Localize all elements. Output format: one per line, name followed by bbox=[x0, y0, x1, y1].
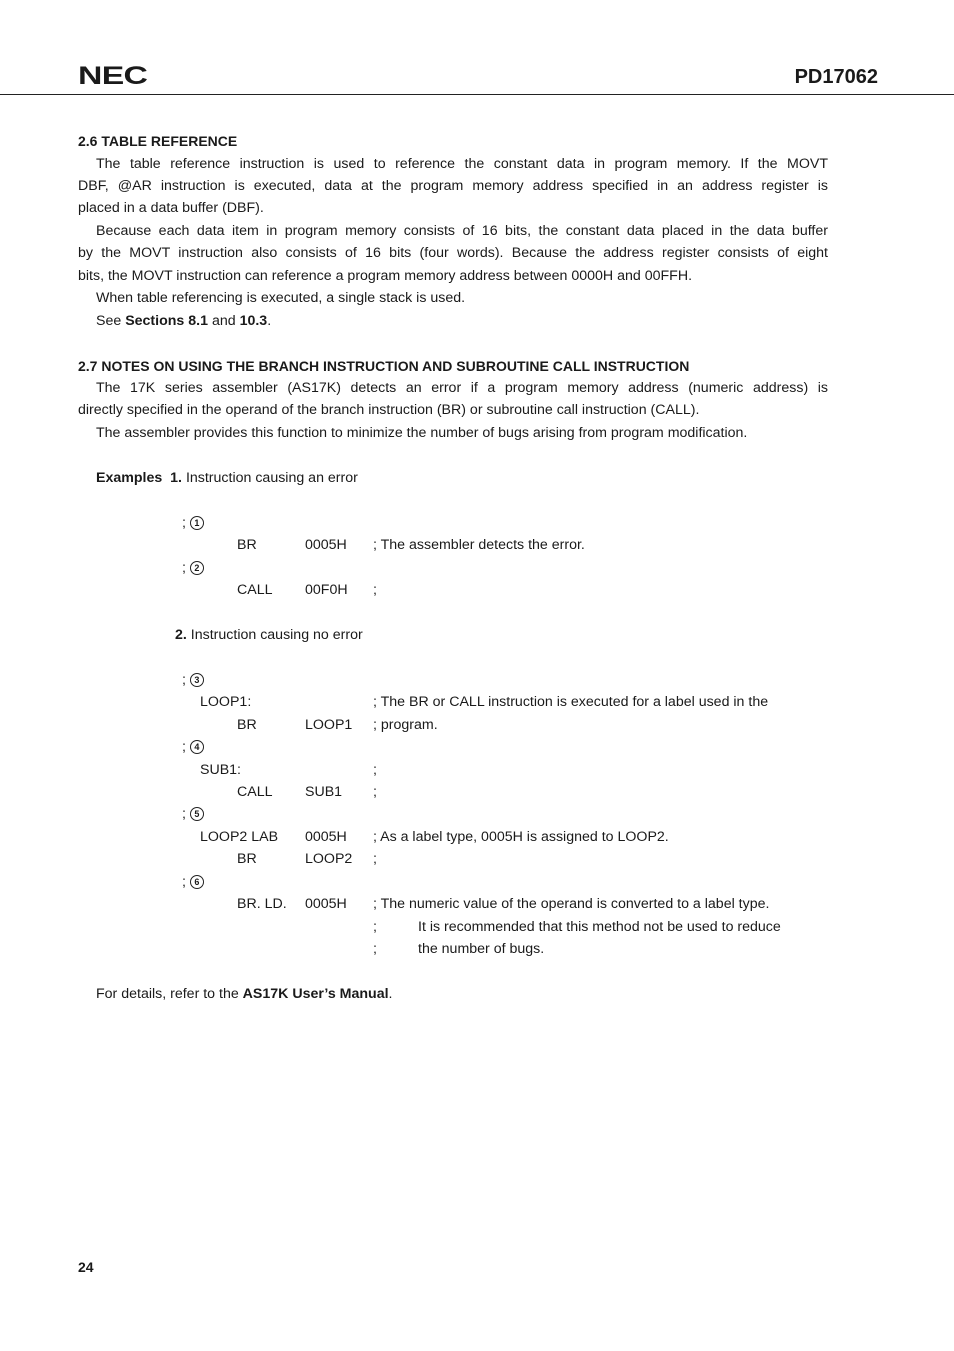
code-marker-4: ; 4 bbox=[182, 739, 204, 755]
code-call-sub1-operand: SUB1 bbox=[305, 784, 343, 800]
code-marker-2: ; 2 bbox=[182, 560, 204, 576]
s26-p1-line2: DBF, @AR instruction is executed, data at the program memory address specified in an address register is bbox=[78, 178, 828, 194]
code-brld-operand: 0005H bbox=[305, 896, 347, 912]
s27-p1-line2: directly specified in the operand of the branch instruction (BR) or subroutine call instruction (CALL). bbox=[78, 402, 700, 418]
code-br-loop1-mnemonic: BR bbox=[237, 717, 257, 733]
code-label-loop1: LOOP1: bbox=[200, 694, 252, 710]
example-1-text: Instruction causing an error bbox=[185, 470, 358, 486]
circled-number-3: 3 bbox=[190, 673, 204, 687]
details-suffix: . bbox=[388, 986, 393, 1002]
examples-heading bbox=[96, 470, 358, 486]
s26-p2-line3: bits, the MOVT instruction can reference a program memory address between 0000H and 00FFH. bbox=[78, 268, 693, 284]
s26-p2-line2: by the MOVT instruction also consists of 16 bits (four words). Because the address register consists of eight bbox=[78, 245, 828, 261]
circled-number-5: 5 bbox=[190, 807, 204, 821]
code-br-loop1-operand: LOOP1 bbox=[305, 717, 353, 733]
code-comment-brld: ; The numeric value of the operand is converted to a label type. bbox=[373, 896, 770, 912]
code-call-operand: 00F0H bbox=[305, 582, 348, 598]
s27-p2: The assembler provides this function to minimize the number of bugs arising from program modification. bbox=[96, 425, 748, 441]
code-marker-6: ; 6 bbox=[182, 874, 204, 890]
code-br-mnemonic: BR bbox=[237, 537, 257, 553]
circled-number-2: 2 bbox=[190, 561, 204, 575]
code-comment-program: ; program. bbox=[373, 717, 438, 733]
code-br-operand: 0005H bbox=[305, 537, 347, 553]
see-suffix: . bbox=[267, 313, 272, 329]
code-marker-3: ; 3 bbox=[182, 672, 204, 688]
circled-number-6: 6 bbox=[190, 875, 204, 889]
nec-logo: NEC bbox=[78, 62, 148, 90]
code-comment-recommend-semi: ; bbox=[373, 919, 377, 935]
code-br-loop2-operand: LOOP2 bbox=[305, 851, 353, 867]
code-br-comment: ; The assembler detects the error. bbox=[373, 537, 585, 553]
code-comment-sub1: ; bbox=[373, 762, 377, 778]
code-comment-recommend: It is recommended that this method not be used to reduce bbox=[418, 919, 781, 935]
part-number: PD17062 bbox=[794, 66, 878, 88]
example-2-number: 2. bbox=[175, 627, 187, 643]
code-comment-loop2: ; As a label type, 0005H is assigned to LOOP2. bbox=[373, 829, 669, 845]
s26-see-line bbox=[96, 313, 271, 329]
header-rule bbox=[0, 94, 954, 95]
section-2-6-title: 2.6 TABLE REFERENCE bbox=[78, 133, 238, 149]
circled-number-1: 1 bbox=[190, 516, 204, 530]
s26-p3: When table referencing is executed, a single stack is used. bbox=[96, 290, 466, 306]
code-call-mnemonic: CALL bbox=[237, 582, 273, 598]
code-comment-br-loop2: ; bbox=[373, 851, 377, 867]
see-ref-sections-8-1: Sections 8.1 bbox=[125, 313, 208, 329]
code-marker-5: ; 5 bbox=[182, 806, 204, 822]
code-label-sub1: SUB1: bbox=[200, 762, 242, 778]
s26-p1-line1: The table reference instruction is used to reference the constant data in program memory. If the MOVT bbox=[96, 156, 828, 172]
circled-number-4: 4 bbox=[190, 740, 204, 754]
details-prefix: For details, refer to the bbox=[96, 986, 243, 1002]
section-2-7-title: 2.7 NOTES ON USING THE BRANCH INSTRUCTION AND SUBROUTINE CALL INSTRUCTION bbox=[78, 358, 690, 374]
code-comment-bugs: the number of bugs. bbox=[418, 941, 545, 957]
code-br-loop2-mnemonic: BR bbox=[237, 851, 257, 867]
s26-p2-line1: Because each data item in program memory consists of 16 bits, the constant data placed in the data buffer bbox=[96, 223, 828, 239]
example-2-text: Instruction causing no error bbox=[190, 627, 363, 643]
s26-p1-line3: placed in a data buffer (DBF). bbox=[78, 200, 264, 216]
code-comment-bugs-semi: ; bbox=[373, 941, 377, 957]
examples-label: Examples bbox=[96, 470, 163, 486]
page-number: 24 bbox=[78, 1259, 94, 1275]
code-comment-loop1: ; The BR or CALL instruction is executed for a label used in the bbox=[373, 694, 769, 710]
code-brld-mnemonic: BR. LD. bbox=[237, 896, 287, 912]
code-call-sub1-mnemonic: CALL bbox=[237, 784, 273, 800]
see-prefix: See bbox=[96, 313, 126, 329]
see-and: and bbox=[208, 313, 240, 329]
details-line bbox=[96, 986, 393, 1002]
code-loop2-operand: 0005H bbox=[305, 829, 347, 845]
code-call-comment: ; bbox=[373, 582, 377, 598]
example-2-heading bbox=[175, 627, 363, 643]
see-ref-10-3: 10.3 bbox=[239, 313, 268, 329]
example-1-number: 1. bbox=[170, 470, 182, 486]
details-manual-ref: AS17K User’s Manual bbox=[242, 986, 389, 1002]
code-marker-1: ; 1 bbox=[182, 515, 204, 531]
code-label-loop2-lab: LOOP2 LAB bbox=[200, 829, 279, 845]
code-comment-call-sub1: ; bbox=[373, 784, 377, 800]
s27-p1-line1: The 17K series assembler (AS17K) detects an error if a program memory address (numeric address) is bbox=[96, 380, 828, 396]
